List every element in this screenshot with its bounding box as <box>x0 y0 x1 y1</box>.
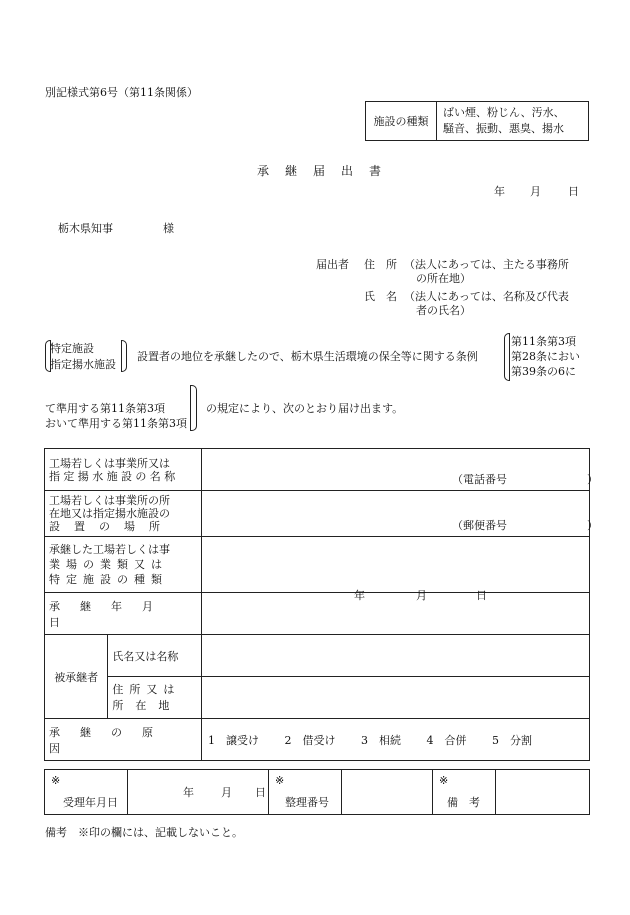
office-use-mark: ※ <box>51 774 61 787</box>
office-remarks-value <box>496 770 590 815</box>
reason-option[interactable]: 2 借受け <box>284 733 336 747</box>
reason-option[interactable]: 3 相続 <box>361 733 401 747</box>
bottom-note: 備考 ※印の欄には、記載しないこと。 <box>45 826 243 839</box>
main-form-table <box>44 448 598 761</box>
facility-type-list: ばい煙、粉じん、汚水、 騒音、振動、悪臭、揚水 <box>437 102 589 141</box>
row-facility-name-label-2: 指定揚水施設の名称 <box>49 469 179 483</box>
left-bracket-article <box>504 333 510 381</box>
office-remarks-label <box>433 770 496 815</box>
date-day: 日 <box>568 185 579 198</box>
ref-number-label <box>269 770 342 815</box>
applicant-name-note-2: 者の氏名） <box>416 304 471 317</box>
facility-option-2: 指定揚水施設 <box>50 358 116 371</box>
article-option-3: 第39条の6に <box>511 365 576 378</box>
succession-day: 日 <box>476 589 487 602</box>
addressee-honorific: 様 <box>163 222 174 235</box>
date-year: 年 <box>494 185 505 198</box>
date-month: 月 <box>530 185 541 198</box>
office-use-mark: ※ <box>275 774 285 787</box>
applicant-name-label: 氏 名 <box>364 290 397 303</box>
row-predecessor-address-value[interactable] <box>202 677 590 719</box>
row-predecessor-name-label: 氏名又は名称 <box>108 635 202 677</box>
applicant-address-note-1: （法人にあっては、主たる事務所 <box>404 258 569 271</box>
applicant-address-note-2: の所在地） <box>416 272 471 285</box>
row-succession-date-label: 承継年月日 <box>45 593 202 635</box>
page-title: 承 継 届 出 書 <box>257 164 384 178</box>
row-predecessor-name-value[interactable] <box>202 635 590 677</box>
phone-number-note: （電話番号 <box>452 473 507 486</box>
ref-number-value <box>342 770 433 815</box>
right-bracket-continuation <box>190 385 197 431</box>
facility-option-1: 特定施設 <box>50 342 94 355</box>
addressee-name: 栃木県知事 <box>58 222 113 235</box>
article-option-1: 第11条第3項 <box>511 335 576 348</box>
ref-number-label-text: 整理番号 <box>285 796 329 809</box>
phone-number-close: ） <box>587 473 598 486</box>
succession-year: 年 <box>354 589 365 602</box>
office-use-mark: ※ <box>439 774 449 787</box>
office-remarks-label-text: 備 考 <box>447 796 480 809</box>
reason-option[interactable]: 5 分割 <box>492 733 532 747</box>
row-predecessor-group-label: 被承継者 <box>45 635 108 719</box>
row-reason-label: 承継の原因 <box>45 719 202 761</box>
applicant-name-note-1: （法人にあっては、名称及び代表 <box>404 290 569 303</box>
received-month: 月 <box>221 786 232 799</box>
applicant-role: 届出者 <box>316 258 349 271</box>
row-business-type-label: 承継した工場若しくは事 業場の業類又は 特定施設の種類 <box>45 537 202 593</box>
row-location-value[interactable] <box>202 491 598 537</box>
article-option-2: 第28条におい <box>511 350 580 363</box>
applicant-address-label: 住 所 <box>364 258 397 271</box>
facility-type-label: 施設の種類 <box>366 102 437 141</box>
received-year: 年 <box>183 786 194 799</box>
received-date-label-text: 受理年月日 <box>63 796 118 809</box>
form-label: 別記様式第6号（第11条関係） <box>45 86 198 99</box>
reason-option[interactable]: 1 譲受け <box>208 733 259 747</box>
facility-type-box <box>365 101 589 141</box>
office-use-table <box>44 769 590 815</box>
continuation-option-1: て準用する第11条第3項 <box>45 402 165 415</box>
postal-code-close: ） <box>587 519 598 532</box>
row-reason-options <box>202 719 590 761</box>
received-date-value <box>128 770 269 815</box>
row-predecessor-address-label: 住所又は 所在地 <box>108 677 202 719</box>
row-facility-name-value[interactable] <box>202 449 598 491</box>
received-day: 日 <box>255 786 266 799</box>
continuation-option-2: おいて準用する第11条第3項 <box>45 417 187 430</box>
received-date-label <box>45 770 128 815</box>
row-business-type-value[interactable] <box>202 537 590 593</box>
continuation-text: の規定により、次のとおり届け出ます。 <box>206 402 404 415</box>
succession-month: 月 <box>416 589 427 602</box>
statement-main-text: 設置者の地位を承継したので、栃木県生活環境の保全等に関する条例 <box>137 350 478 363</box>
row-facility-name-label: 工場若しくは事業所又は 指定揚水施設の名称 <box>45 449 202 491</box>
right-bracket-facility <box>121 340 127 372</box>
reason-option[interactable]: 4 合併 <box>426 733 467 747</box>
postal-code-note: （郵便番号 <box>452 519 507 532</box>
row-succession-date-value[interactable] <box>202 589 590 635</box>
row-location-label: 工場若しくは事業所の所 在地又は指定揚水施設の 設置の場所 <box>45 491 202 537</box>
